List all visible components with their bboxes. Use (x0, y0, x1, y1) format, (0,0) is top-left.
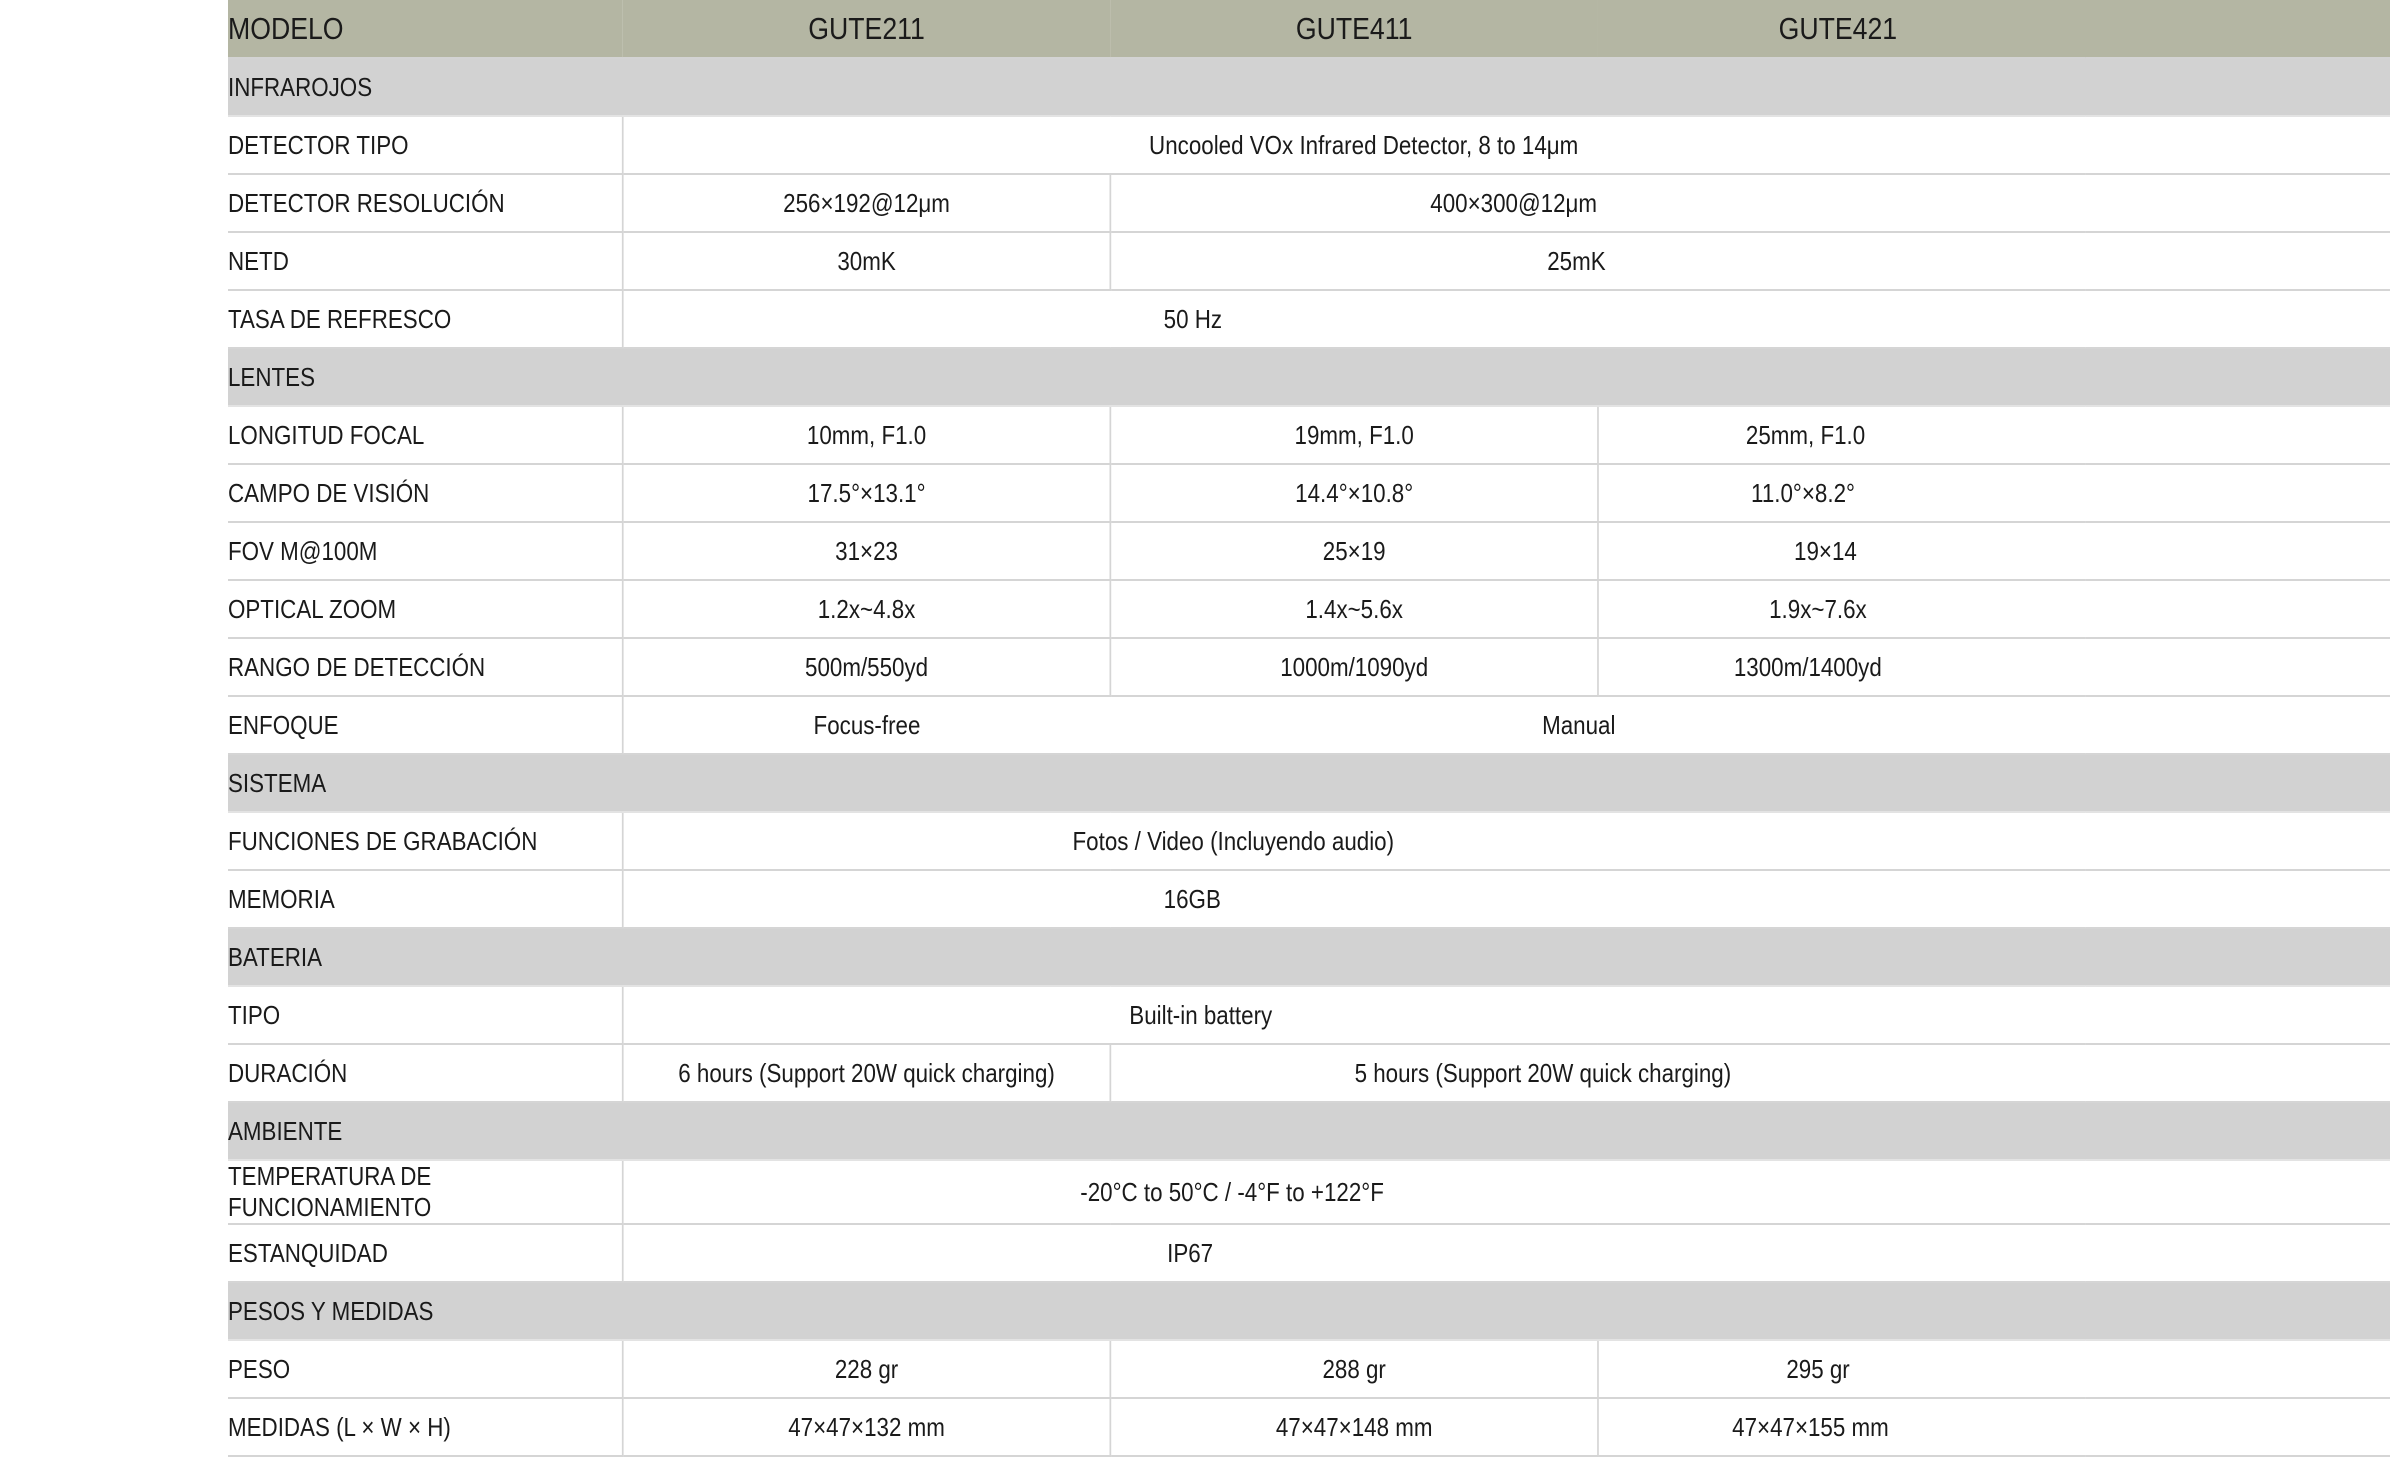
row-label: RANGO DE DETECCIÓN (228, 638, 623, 696)
section-row (228, 928, 2390, 986)
cell-value: 47×47×155 mm (1598, 1398, 2390, 1456)
row-label: CAMPO DE VISIÓN (228, 464, 623, 522)
cell-value: IP67 (623, 1224, 2390, 1282)
cell-value: 1.4x~5.6x (1110, 580, 1598, 638)
table-row (228, 812, 2390, 870)
cell-value: 19×14 (1598, 522, 2390, 580)
row-label: ESTANQUIDAD (228, 1224, 623, 1282)
row-label: FUNCIONES DE GRABACIÓN (228, 812, 623, 870)
section-row (228, 348, 2390, 406)
cell-value: 10mm, F1.0 (623, 406, 1111, 464)
table-row (228, 232, 2390, 290)
cell-value: 6 hours (Support 20W quick charging) (623, 1044, 1111, 1102)
row-label: TEMPERATURA DE FUNCIONAMIENTO (228, 1160, 623, 1224)
section-row (228, 1102, 2390, 1160)
cell-value: 1.2x~4.8x (623, 580, 1111, 638)
table-row (228, 522, 2390, 580)
row-label: DURACIÓN (228, 1044, 623, 1102)
table-row (228, 1160, 2390, 1224)
cell-value: 47×47×148 mm (1110, 1398, 1598, 1456)
row-label: MEMORIA (228, 870, 623, 928)
row-label: OPTICAL ZOOM (228, 580, 623, 638)
cell-value: Uncooled VOx Infrared Detector, 8 to 14μm (623, 116, 2390, 174)
header-label: MODELO (228, 0, 623, 58)
table-row (228, 638, 2390, 696)
cell-value: 1000m/1090yd (1110, 638, 1598, 696)
table-row (228, 986, 2390, 1044)
table-row (228, 174, 2390, 232)
section-title-pesos-medidas: PESOS Y MEDIDAS (228, 1282, 2390, 1340)
cell-value: 16GB (623, 870, 2390, 928)
header-model-gute421: GUTE421 (1598, 0, 2390, 58)
row-label: ENFOQUE (228, 696, 623, 754)
table-row (228, 406, 2390, 464)
table-row (228, 116, 2390, 174)
cell-value: 47×47×132 mm (623, 1398, 1111, 1456)
table-row (228, 1224, 2390, 1282)
header-model-gute211: GUTE211 (623, 0, 1111, 58)
cell-value: Manual (1110, 696, 2390, 754)
section-row (228, 754, 2390, 812)
cell-value: 295 gr (1598, 1340, 2390, 1398)
spec-table (228, 0, 2390, 1457)
cell-value: 288 gr (1110, 1340, 1598, 1398)
cell-value: Built-in battery (623, 986, 2390, 1044)
row-label: DETECTOR RESOLUCIÓN (228, 174, 623, 232)
cell-value: 1.9x~7.6x (1598, 580, 2390, 638)
section-title-sistema: SISTEMA (228, 754, 2390, 812)
section-title-bateria: BATERIA (228, 928, 2390, 986)
section-title-infrarojos: INFRAROJOS (228, 58, 2390, 116)
cell-value: 31×23 (623, 522, 1111, 580)
table-row (228, 1044, 2390, 1102)
table-row (228, 1398, 2390, 1456)
section-title-lentes: LENTES (228, 348, 2390, 406)
cell-value: -20°C to 50°C / -4°F to +122°F (623, 1160, 2390, 1224)
cell-value: 11.0°×8.2° (1598, 464, 2390, 522)
cell-value: 30mK (623, 232, 1111, 290)
table-header-row (228, 0, 2390, 58)
table-row (228, 870, 2390, 928)
table-row (228, 1340, 2390, 1398)
cell-value: 19mm, F1.0 (1110, 406, 1598, 464)
row-label: TASA DE REFRESCO (228, 290, 623, 348)
row-label: NETD (228, 232, 623, 290)
row-label: LONGITUD FOCAL (228, 406, 623, 464)
cell-value: 14.4°×10.8° (1110, 464, 1598, 522)
cell-value: Focus-free (623, 696, 1111, 754)
cell-value: 50 Hz (623, 290, 2390, 348)
row-label: PESO (228, 1340, 623, 1398)
cell-value: 25mm, F1.0 (1598, 406, 2390, 464)
table-row (228, 290, 2390, 348)
section-title-ambiente: AMBIENTE (228, 1102, 2390, 1160)
cell-value: 256×192@12μm (623, 174, 1111, 232)
row-label: TIPO (228, 986, 623, 1044)
row-label: MEDIDAS (L × W × H) (228, 1398, 623, 1456)
section-row (228, 58, 2390, 116)
cell-value: 400×300@12μm (1110, 174, 2390, 232)
table-row (228, 464, 2390, 522)
cell-value: 17.5°×13.1° (623, 464, 1111, 522)
cell-value: 25mK (1110, 232, 2390, 290)
cell-value: 228 gr (623, 1340, 1111, 1398)
header-model-gute411: GUTE411 (1110, 0, 1598, 58)
cell-value: 1300m/1400yd (1598, 638, 2390, 696)
cell-value: 500m/550yd (623, 638, 1111, 696)
section-row (228, 1282, 2390, 1340)
table-row (228, 580, 2390, 638)
table-row (228, 696, 2390, 754)
cell-value: 5 hours (Support 20W quick charging) (1110, 1044, 2390, 1102)
row-label: FOV M@100M (228, 522, 623, 580)
cell-value: Fotos / Video (Incluyendo audio) (623, 812, 2390, 870)
cell-value: 25×19 (1110, 522, 1598, 580)
row-label: DETECTOR TIPO (228, 116, 623, 174)
